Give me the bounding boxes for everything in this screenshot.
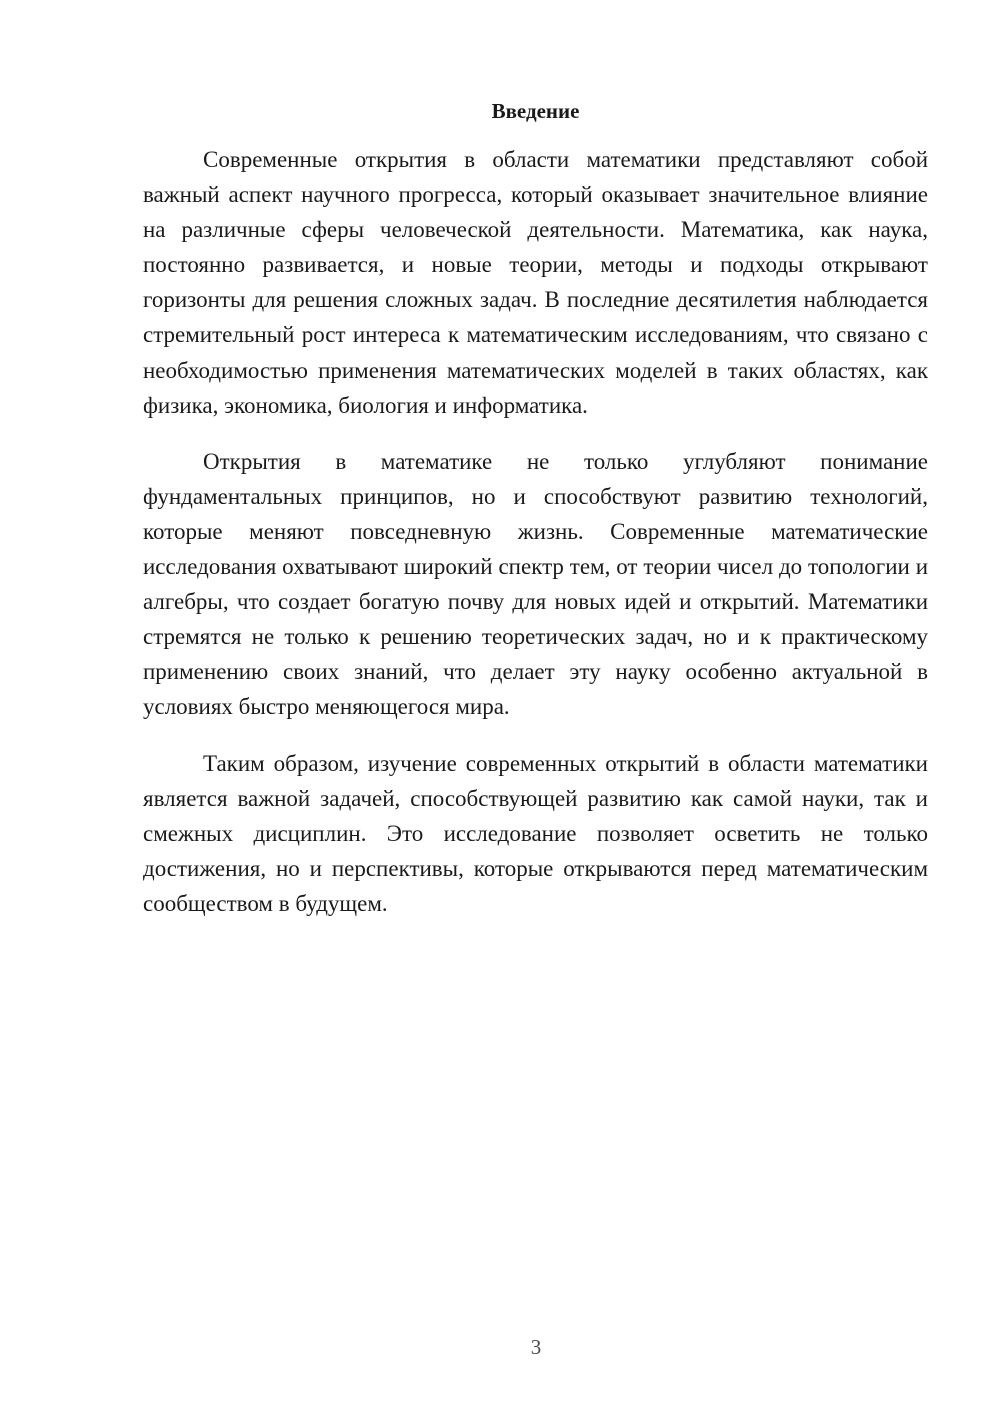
section-title: Введение xyxy=(491,99,580,123)
paragraph-3: Таким образом, изучение современных открытий в области математики является важной задачей, способствующей развитию как самой науки, так и смежных дисциплин. Это исследование позволяет осветить не только достижения, но и перспективы, которые открываются перед математическим сообществом в будущем. xyxy=(143,750,928,916)
page-number: 3 xyxy=(530,1335,542,1359)
paragraph-2: Открытия в математике не только углубляют понимание фундаментальных принципов, но и способствуют развитию технологий, которые меняют повседневную жизнь. Современные математические исследования охватывают широкий спектр тем, от теории чисел до топологии и алгебры, что создает богатую почву для новых идей и открытий. Математики стремятся не только к решению теоретических задач, но и к практическому применению своих знаний, что делает эту науку особенно актуальной в условиях быстро меняющегося мира. xyxy=(143,448,928,720)
paragraph-1: Современные открытия в области математики представляют собой важный аспект научного прогресса, который оказывает значительное влияние на различные сферы человеческой деятельности. Математика, как наука, постоянно развивается, и новые теории, методы и подходы открывают горизонты для решения сложных задач. В последние десятилетия наблюдается стремительный рост интереса к математическим исследованиям, что связано с необходимостью применения математических моделей в таких областях, как физика, экономика, биология и информатика. xyxy=(143,147,928,418)
body-text xyxy=(143,142,928,942)
